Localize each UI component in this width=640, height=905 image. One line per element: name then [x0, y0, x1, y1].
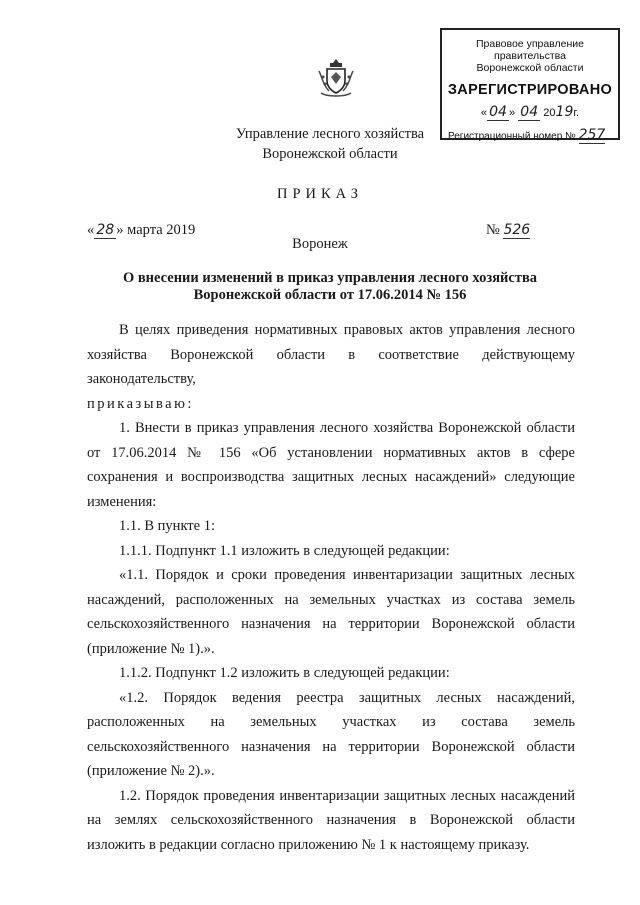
stamp-authority-line1: Правовое управление правительства [475, 38, 584, 62]
document-heading: О внесении изменений в приказ управления лесного хозяйства Воронежской области от 17.06.2014 № 156 [122, 270, 538, 303]
order-title: ПРИКАЗ [276, 186, 364, 202]
paragraph: 1.1. В пункте 1: [119, 518, 215, 534]
paragraph: «1.1. Порядок и сроки проведения инвентаризации защитных лесных насаждений, расположенных на земельных участках из состава земель сельскохозяйственного назначения на территории Воронежской области (приложение № 1).». [87, 567, 575, 657]
stamp-authority-line2: Воронежской области [476, 62, 584, 74]
coat-of-arms-icon [313, 55, 359, 101]
stamp-year: 19 [555, 104, 574, 120]
agency-line2: Воронежской области [262, 146, 398, 162]
stamp-year-suffix: г. [573, 107, 580, 119]
paragraph: 1.1.2. Подпункт 1.2 изложить в следующей редакции: [119, 665, 450, 681]
stamp-month: 04 [518, 104, 540, 121]
order-date: « 28 » марта 2019 [87, 222, 196, 238]
stamp-year-prefix: 20 [543, 107, 556, 119]
issuing-agency [220, 124, 440, 164]
order-number-value: 526 [503, 222, 531, 238]
registration-stamp [440, 28, 620, 143]
stamp-reg-value: 257 [578, 127, 606, 143]
paragraph: 1.2. Порядок проведения инвентаризации защитных лесных насаждений на землях сельскохозяйственного назначения в Воронежской области изложить в редакции согласно приложению № 1 к настоящему приказу. [87, 787, 575, 853]
document-body [87, 318, 575, 857]
stamp-reg-label: Регистрационный номер № [448, 131, 576, 142]
stamp-reg-number [442, 127, 618, 144]
intro-paragraph: В целях приведения нормативных правовых актов управления лесного хозяйства Воронежской области в соответствие действующему законодательству, [87, 322, 575, 387]
order-number: № 526 [486, 222, 531, 238]
order-day: 28 [94, 222, 116, 239]
agency-line1: Управление лесного хозяйства [235, 126, 425, 142]
orders-word: приказываю: [87, 395, 194, 412]
paragraph: 1. Внести в приказ управления лесного хозяйства Воронежской области от 17.06.2014 № 156 «Об установлении нормативных актов в сфере сохранения и воспроизводства защитных лесных насаждений» следующие изменения: [87, 420, 575, 510]
city: Воронеж [292, 236, 348, 252]
paragraph: 1.1.1. Подпункт 1.1 изложить в следующей редакции: [119, 542, 450, 559]
stamp-registered-label: ЗАРЕГИСТРИРОВАНО [447, 82, 613, 98]
stamp-day: 04 [487, 104, 509, 121]
paragraph: «1.2. Порядок ведения реестра защитных лесных насаждений, расположенных на земельных участках из состава земель сельскохозяйственного назначения на территории Воронежской области (приложение № 2).». [87, 689, 575, 779]
stamp-date: « 04 » 04 2019г. [480, 104, 580, 120]
